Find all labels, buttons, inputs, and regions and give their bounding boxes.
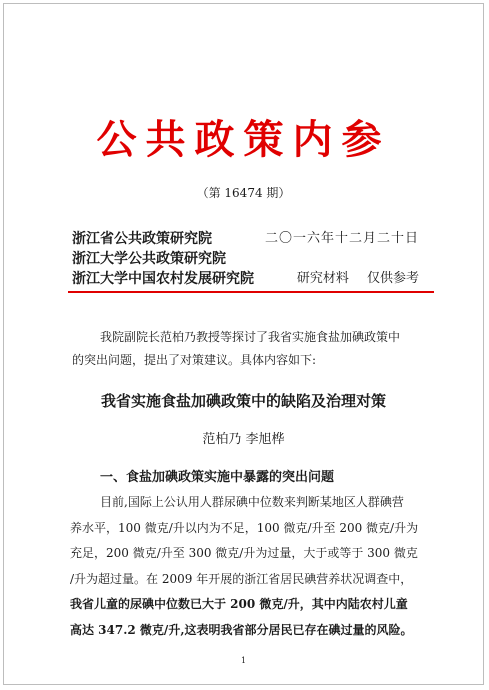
paragraph-line: 高达 347.2 微克/升,这表明我省部分居民已存在碘过量的风险。	[70, 622, 413, 637]
classification-label	[297, 269, 419, 289]
organization-list	[72, 229, 254, 289]
paragraph-line: /升为超过量。在 2009 年开展的浙江省居民碘营养状况调查中，	[70, 571, 413, 586]
section-heading: 一、食盐加碘政策实施中暴露的突出问题	[100, 470, 335, 485]
organization-name: 浙江大学公共政策研究院	[72, 251, 226, 267]
classification-type: 研究材料	[296, 271, 349, 286]
header-divider	[68, 291, 434, 293]
masthead-title: 公共政策内参	[96, 116, 391, 163]
organization-name: 浙江省公共政策研究院	[72, 231, 212, 247]
body-paragraph	[70, 490, 438, 643]
intro-line: 的突出问题，提出了对策建议。具体内容如下:	[72, 353, 317, 367]
paragraph-line: 养水平，100 微克/升以内为不足，100 微克/升至 200 微克/升为	[70, 520, 419, 535]
organization-name: 浙江大学中国农村发展研究院	[72, 271, 254, 287]
paragraph-line: 目前,国际上公认用人群尿碘中位数来判断某地区人群碘营	[100, 495, 404, 509]
paragraph-line: 充足，200 微克/升至 300 微克/升为过量，大于或等于 300 微克	[70, 546, 418, 560]
intro-paragraph	[72, 326, 436, 372]
issue-date: 二〇一六年十二月二十日	[264, 231, 419, 246]
classification-access: 仅供参考	[366, 271, 419, 286]
article-authors: 范柏乃 李旭桦	[202, 432, 285, 447]
article-title: 我省实施食盐加碘政策中的缺陷及治理对策	[100, 392, 386, 410]
issue-number: （第 16474 期）	[196, 186, 291, 200]
intro-line: 我院副院长范柏乃教授等探讨了我省实施食盐加碘政策中	[100, 330, 401, 344]
document-page	[3, 3, 484, 685]
page-number: 1	[240, 656, 247, 665]
paragraph-line: 我省儿童的尿碘中位数已大于 200 微克/升，其中内陆农村儿童	[70, 597, 408, 611]
